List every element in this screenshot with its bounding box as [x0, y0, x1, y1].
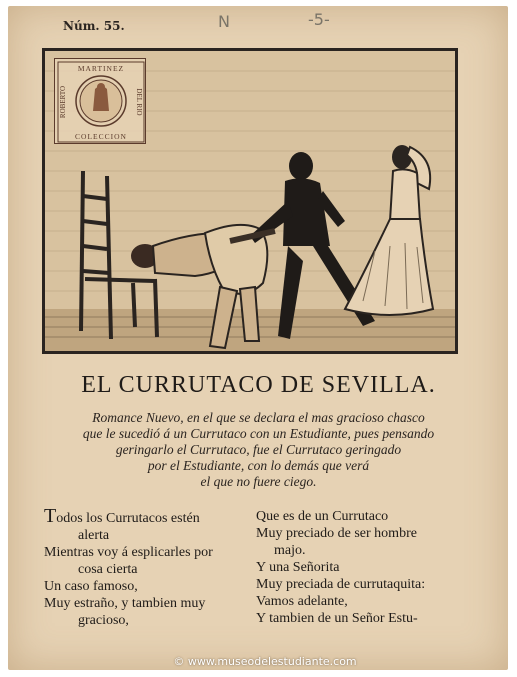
- left-column: [44, 505, 249, 629]
- intro-line: Romance Nuevo, en el que se declara el mas gracioso chasco: [92, 410, 425, 425]
- verse-line: cosa cierta: [78, 562, 138, 577]
- document-title: EL CURRUTACO DE SEVILLA.: [81, 372, 436, 398]
- drop-cap: T: [44, 505, 57, 527]
- collection-stamp: [54, 58, 146, 144]
- watermark-text: © www.museodelestudiante.com: [173, 655, 357, 668]
- verse-line: Muy preciada de currutaquita:: [256, 577, 426, 592]
- verse-line: gracioso,: [78, 613, 129, 628]
- svg-text:DEL RIO: DEL RIO: [135, 88, 143, 116]
- intro-paragraph: [40, 410, 477, 490]
- intro-line: el que no fuere ciego.: [200, 474, 317, 489]
- verse-line: Todos los Currutacos estén: [44, 505, 200, 527]
- page-number: Núm. 55.: [63, 19, 125, 33]
- verse-line: Que es de un Currutaco: [256, 509, 389, 524]
- svg-text:MARTINEZ: MARTINEZ: [77, 64, 125, 73]
- verse-line: Muy preciado de ser hombre: [256, 526, 417, 541]
- pencil-mark: -5-: [308, 10, 330, 29]
- verse-line: alerta: [78, 528, 110, 543]
- verse-line: Muy estraño, y tambien muy: [44, 596, 206, 611]
- svg-text:COLECCION: COLECCION: [75, 132, 127, 141]
- verse-line: Mientras voy á esplicarles por: [44, 545, 213, 560]
- intro-line: que le sucedió á un Currutaco con un Estudiante, pues pensando: [82, 426, 435, 441]
- intro-line: geringarlo el Currutaco, fue el Currutaco geringado: [115, 442, 402, 457]
- stamp-seal: [55, 59, 147, 145]
- pencil-mark: N: [218, 12, 230, 31]
- verse-line: Un caso famoso,: [44, 579, 138, 594]
- verse-line: Vamos adelante,: [256, 594, 348, 609]
- intro-line: por el Estudiante, con lo demás que verá: [147, 458, 370, 473]
- verse-line: Y una Señorita: [256, 560, 340, 575]
- verse-line: Y tambien de un Señor Estu-: [256, 611, 418, 626]
- svg-text:ROBERTO: ROBERTO: [59, 85, 67, 119]
- right-column: [256, 508, 466, 627]
- verse-line: majo.: [274, 543, 306, 558]
